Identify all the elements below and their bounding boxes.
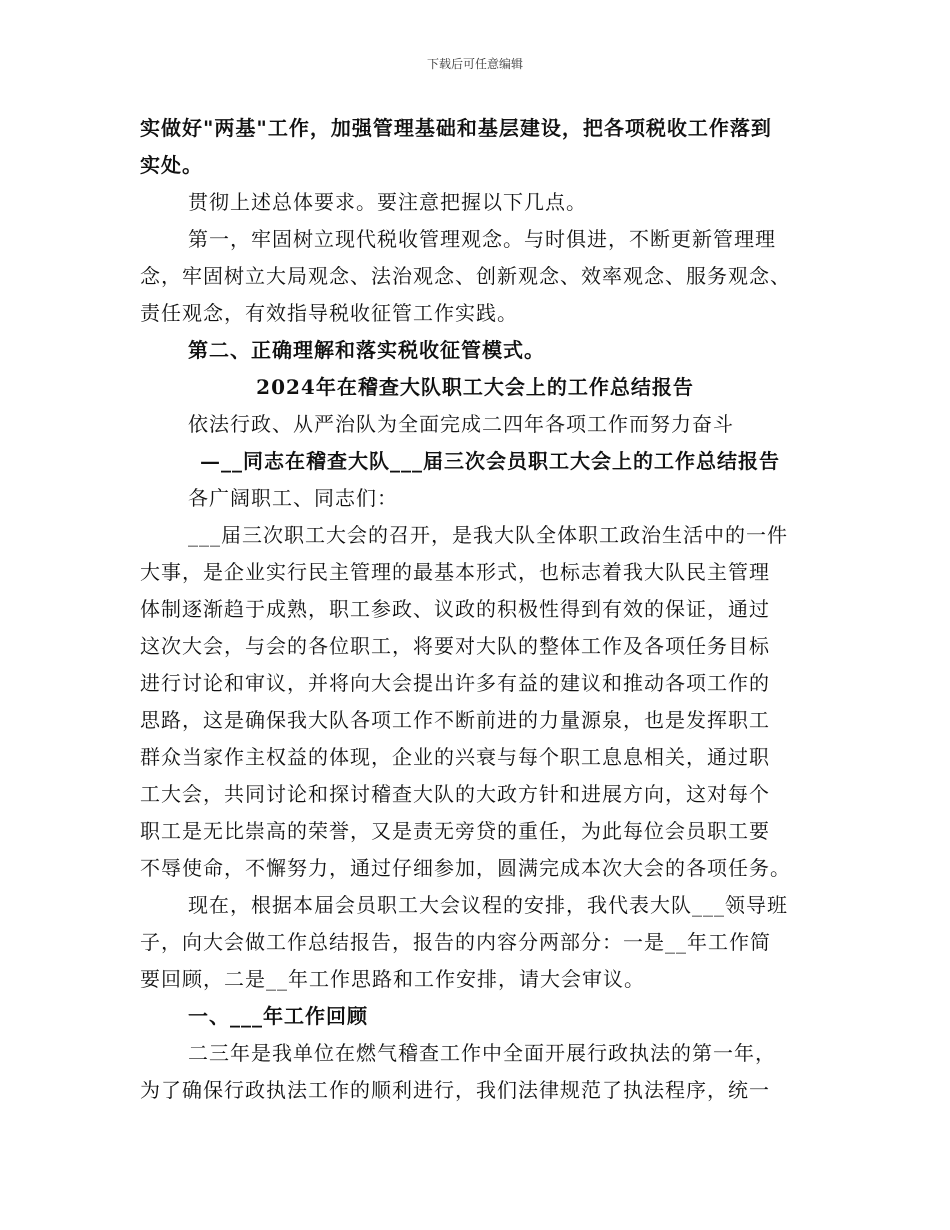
document-title: 2024年在稽查大队职工大会上的工作总结报告 xyxy=(256,375,694,399)
page-header-note: 下载后可任意编辑 xyxy=(426,57,523,71)
text-line: 实处。 xyxy=(140,153,203,177)
text-line: 现在，根据本届会员职工大会议程的安排，我代表大队___领导班 xyxy=(188,893,788,917)
text-line: 体制逐渐趋于成熟，职工参政、议政的积极性得到有效的保证，通过 xyxy=(140,597,770,621)
text-line: 实做好"两基"工作，加强管理基础和基层建设，把各项税收工作落到 xyxy=(140,116,772,140)
text-line: 群众当家作主权益的体现，企业的兴衰与每个职工息息相关，通过职 xyxy=(140,745,770,769)
section-heading: 一、___年工作回顾 xyxy=(188,1004,368,1028)
text-line: 大事，是企业实行民主管理的最基本形式，也标志着我大队民主管理 xyxy=(140,560,770,584)
section-heading: 第二、正确理解和落实税收征管模式。 xyxy=(188,338,545,362)
text-line: 工大会，共同讨论和探讨稽查大队的大政方针和进展方向，这对每个 xyxy=(140,782,770,806)
document-subtitle: 依法行政、从严治队为全面完成二四年各项工作而努力奋斗 xyxy=(188,412,734,436)
text-line: 进行讨论和审议，并将向大会提出许多有益的建议和推动各项工作的 xyxy=(140,671,770,695)
salutation: 各广阔职工、同志们： xyxy=(188,486,398,510)
text-line: 贯彻上述总体要求。要注意把握以下几点。 xyxy=(188,190,587,214)
text-line: 要回顾，二是__年工作思路和工作安排，请大会审议。 xyxy=(140,967,645,991)
text-line: 念，牢固树立大局观念、法治观念、创新观念、效率观念、服务观念、 xyxy=(140,264,791,288)
text-line: 思路，这是确保我大队各项工作不断前进的力量源泉，也是发挥职工 xyxy=(140,708,770,732)
text-line: ___届三次职工大会的召开，是我大队全体职工政治生活中的一件 xyxy=(188,523,788,547)
text-line: 这次大会，与会的各位职工，将要对大队的整体工作及各项任务目标 xyxy=(140,634,770,658)
text-line: 责任观念，有效指导税收征管工作实践。 xyxy=(140,301,518,325)
text-line: 职工是无比崇高的荣誉，又是责无旁贷的重任，为此每位会员职工要 xyxy=(140,819,770,843)
text-line: 不辱使命，不懈努力，通过仔细参加，圆满完成本次大会的各项任务。 xyxy=(140,856,791,880)
text-line: 子，向大会做工作总结报告，报告的内容分两部分：一是__年工作简 xyxy=(140,930,771,954)
text-line: 二三年是我单位在燃气稽查工作中全面开展行政执法的第一年， xyxy=(188,1041,776,1065)
text-line: 为了确保行政执法工作的顺利进行，我们法律规范了执法程序，统一 xyxy=(140,1078,770,1102)
document-byline: —__同志在稽查大队___届三次会员职工大会上的工作总结报告 xyxy=(200,449,780,473)
text-line: 第一，牢固树立现代税收管理观念。与时俱进，不断更新管理理 xyxy=(188,227,776,251)
